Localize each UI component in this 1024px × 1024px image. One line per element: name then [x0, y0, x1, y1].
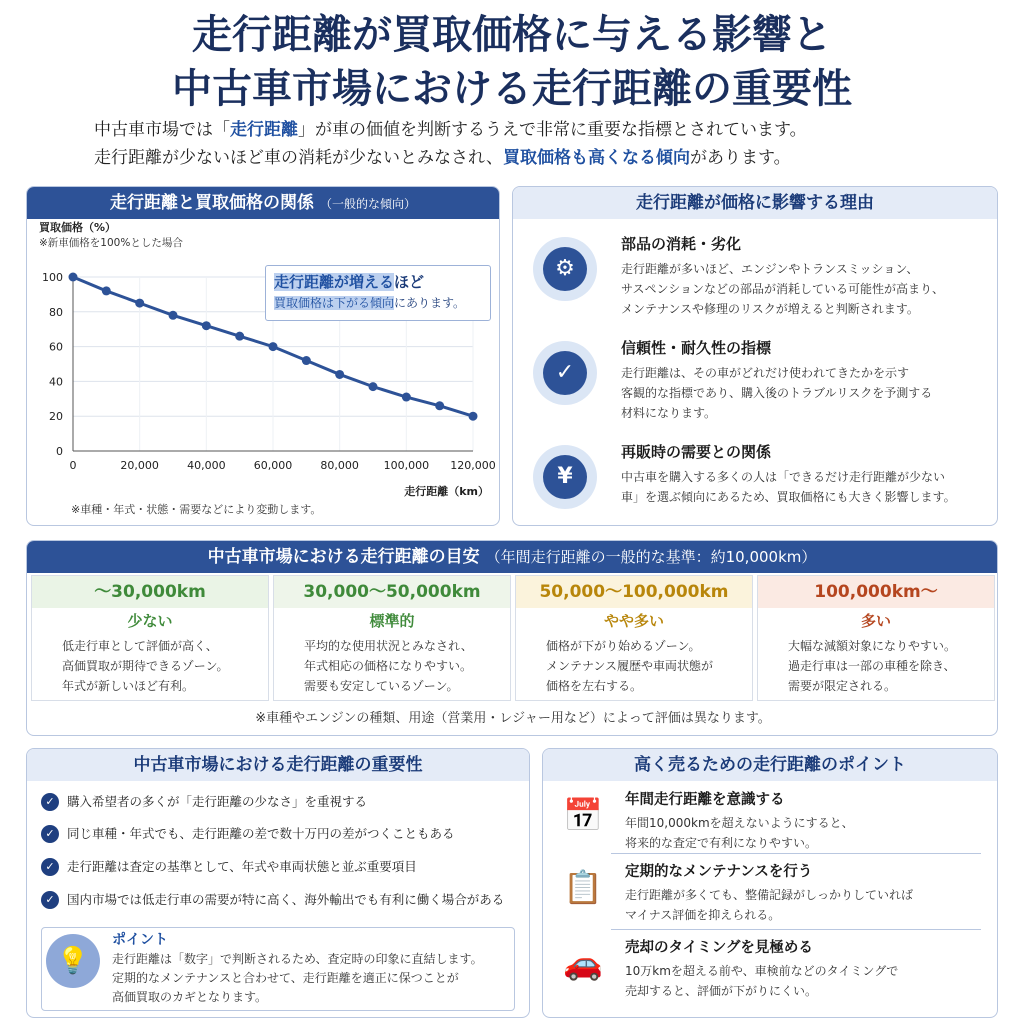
callout-text: にあります。 — [394, 296, 466, 310]
callout-line-1 — [274, 272, 482, 293]
reason-text — [621, 259, 991, 319]
x-tick-label: 120,000 — [450, 459, 496, 472]
intro-highlight: 買取価格も高くなる傾向 — [503, 148, 691, 168]
data-point — [169, 311, 178, 320]
point-line: 走行距離は「数字」で判断されるため、査定時の印象に直結します。 — [112, 952, 483, 966]
data-point — [202, 321, 211, 330]
point-line: 高価買取のカギとなります。 — [112, 990, 268, 1004]
data-point — [269, 342, 278, 351]
x-tick-label: 40,000 — [187, 459, 226, 472]
callout-highlight: 買取価格は下がる傾向 — [274, 296, 395, 310]
reasons-header: 走行距離が価格に影響する理由 — [513, 187, 997, 219]
tip-divider — [611, 929, 981, 930]
zone-line: メンテナンス履歴や車両状態が — [546, 659, 714, 673]
zone-line: 年式が新しいほど有利。 — [62, 679, 195, 693]
callout-line-2 — [274, 293, 482, 313]
importance-text: 同じ車種・年式でも、走行距離の差で数十万円の差がつくこともある — [67, 826, 455, 841]
x-tick-label: 60,000 — [253, 459, 293, 472]
tip-line: 売却すると、評価が下がりにくい。 — [625, 984, 818, 998]
tip-line: マイナス評価を抑えられる。 — [625, 908, 781, 922]
zone-range: 30,000〜50,000km — [274, 576, 510, 608]
importance-item — [41, 789, 521, 815]
shield-icon-glyph: ✓ — [543, 351, 587, 395]
importance-text: 購入希望者の多くが「走行距離の少なさ」を重視する — [67, 794, 368, 809]
zone-line: 価格を左右する。 — [546, 679, 643, 693]
importance-header: 中古車市場における走行距離の重要性 — [27, 749, 529, 781]
intro-text-part: 走行距離が少ないほど車の消耗が少ないとみなされ、 — [94, 148, 504, 168]
reason-line: サスペンションなどの部品が消耗している可能性が高まり、 — [621, 282, 944, 296]
chart-panel-subtitle: （一般的な傾向） — [319, 197, 416, 211]
reason-line: 客観的な指標であり、購入後のトラブルリスクを予測する — [621, 386, 933, 400]
zone-line: 高価買取が期待できるゾーン。 — [62, 659, 229, 673]
zone-text — [516, 634, 752, 696]
x-tick-label: 0 — [69, 459, 77, 472]
importance-text: 国内市場では低走行車の需要が特に高く、海外輸出でも有利に働く場合がある — [67, 892, 505, 907]
zone-line: 年式相応の価格になりやすい。 — [304, 659, 473, 673]
data-point — [402, 393, 411, 402]
zones-note: ※車種やエンジンの種類、用途（営業用・レジャー用など）によって評価は異なります。 — [255, 711, 771, 726]
callout-text: ほど — [394, 273, 425, 291]
x-tick-label: 80,000 — [320, 459, 359, 472]
chart-note: ※車種・年式・状態・需要などにより変動します。 — [71, 503, 322, 516]
check-icon: ✓ — [41, 858, 59, 876]
zone-text — [758, 634, 994, 696]
checklist-icon: 📋 — [563, 868, 603, 906]
y-tick-label: 0 — [56, 445, 63, 458]
zone-line: 大幅な減額対象になりやすい。 — [788, 639, 957, 653]
x-axis-label: 走行距離（km） — [404, 485, 489, 498]
chart-callout — [265, 265, 491, 321]
reason-item — [533, 233, 993, 329]
zone-text — [274, 634, 510, 696]
zone-card — [757, 575, 995, 701]
tip-divider — [611, 853, 981, 854]
tip-title: 売却のタイミングを見極める — [625, 940, 813, 956]
reason-line: 中古車を購入する多くの人は「できるだけ走行距離が少ない — [621, 470, 946, 484]
tip-item — [557, 861, 987, 933]
check-icon: ✓ — [41, 891, 59, 909]
data-point — [235, 332, 244, 341]
data-point — [135, 299, 144, 308]
tip-line: 年間10,000kmを超えないようにすると、 — [625, 816, 854, 830]
point-text — [112, 950, 512, 1007]
intro-line-1 — [94, 116, 954, 144]
y-axis-note: ※新車価格を100%とした場合 — [39, 237, 183, 249]
point-box — [41, 927, 515, 1011]
data-point — [369, 382, 378, 391]
gear-icon — [533, 237, 597, 301]
zone-line: 平均的な使用状況とみなされ、 — [304, 639, 473, 653]
x-tick-label: 20,000 — [120, 459, 159, 472]
chart-panel — [26, 186, 500, 526]
data-point — [469, 412, 478, 421]
reasons-panel — [512, 186, 998, 526]
zone-range: 50,000〜100,000km — [516, 576, 752, 608]
intro-text-part: 中古車市場では「 — [94, 120, 230, 140]
reason-line: 材料になります。 — [621, 406, 717, 420]
reason-title: 再販時の需要との関係 — [621, 443, 772, 461]
data-point — [69, 273, 78, 282]
zone-range: 〜30,000km — [32, 576, 268, 608]
tip-line: 10万kmを超える前や、車検前などのタイミングで — [625, 964, 899, 978]
data-point — [102, 286, 111, 295]
y-tick-label: 20 — [49, 410, 63, 424]
yen-icon — [533, 445, 597, 509]
zone-line: 低走行車として評価が高く、 — [62, 639, 218, 653]
calendar-icon: 📅 — [563, 796, 603, 834]
zone-line: 需要も安定しているゾーン。 — [304, 679, 459, 693]
intro-text — [94, 116, 954, 172]
reason-line: 車」を選ぶ傾向にあるため、買取価格にも大きく影響します。 — [621, 490, 956, 504]
zone-line: 過走行車は一部の車種を除き、 — [788, 659, 956, 673]
gear-icon-glyph: ⚙ — [543, 247, 587, 291]
check-icon: ✓ — [41, 793, 59, 811]
tip-text — [625, 813, 985, 853]
importance-item — [41, 821, 521, 847]
zones-header — [27, 541, 997, 573]
intro-highlight: 走行距離 — [230, 120, 298, 140]
reason-item — [533, 441, 993, 526]
y-tick-label: 60 — [49, 340, 63, 354]
point-title: ポイント — [112, 932, 168, 948]
zones-subtitle: （年間走行距離の一般的な基準：約10,000km） — [485, 548, 817, 566]
tips-panel — [542, 748, 998, 1018]
tip-line: 走行距離が多くても、整備記録がしっかりしていれば — [625, 888, 914, 902]
zone-level: 少ない — [127, 612, 173, 630]
data-point — [435, 401, 444, 410]
reason-line: 走行距離は、その車がどれだけ使われてきたかを示す — [621, 366, 910, 380]
tip-text — [625, 961, 985, 1001]
importance-panel — [26, 748, 530, 1018]
data-point — [335, 370, 344, 379]
point-line: 定期的なメンテナンスと合わせて、走行距離を適正に保つことが — [112, 971, 459, 985]
intro-line-2 — [94, 144, 954, 172]
chart-panel-header — [27, 187, 499, 219]
zones-title: 中古車市場における走行距離の目安 — [207, 547, 480, 567]
tip-title: 年間走行距離を意識する — [625, 792, 785, 808]
shield-icon — [533, 341, 597, 405]
reason-text — [621, 363, 991, 423]
yen-icon-glyph: ¥ — [543, 455, 587, 499]
x-tick-label: 100,000 — [383, 459, 430, 472]
reason-text — [621, 467, 991, 507]
zone-line: 価格が下がり始めるゾーン。 — [546, 639, 701, 653]
zone-line: 需要が限定される。 — [788, 679, 897, 693]
reason-line: 走行距離が多いほど、エンジンやトランスミッション、 — [621, 262, 919, 276]
reason-item — [533, 337, 993, 433]
reason-title: 部品の消耗・劣化 — [621, 235, 742, 253]
intro-text-part: 」が車の価値を判断するうえで非常に重要な指標とされています。 — [298, 120, 807, 140]
tip-item — [557, 937, 987, 1009]
tip-title: 定期的なメンテナンスを行う — [625, 864, 813, 880]
y-tick-label: 80 — [49, 305, 63, 319]
tip-line: 将来的な査定で有利になりやすい。 — [625, 836, 818, 850]
title-line-2: 中古車市場における走行距離の重要性 — [172, 66, 852, 112]
data-point — [302, 356, 311, 365]
reason-line: メンテナンスや修理のリスクが増えると判断されます。 — [621, 302, 919, 316]
zone-card — [273, 575, 511, 701]
check-icon: ✓ — [41, 825, 59, 843]
zone-level: やや多い — [603, 612, 664, 630]
y-tick-label: 100 — [42, 271, 63, 284]
reason-title: 信頼性・耐久性の指標 — [621, 339, 772, 357]
lightbulb-icon: 💡 — [46, 934, 100, 988]
zone-text — [32, 634, 268, 696]
title-line-1: 走行距離が買取価格に与える影響と — [192, 12, 832, 58]
zones-panel — [26, 540, 998, 736]
importance-item — [41, 887, 521, 913]
zone-level: 標準的 — [369, 612, 415, 630]
chart-panel-title: 走行距離と買取価格の関係 — [109, 193, 314, 213]
page-title — [0, 8, 1024, 116]
tips-header: 高く売るための走行距離のポイント — [543, 749, 997, 781]
y-axis-label: 買取価格（%） — [39, 221, 117, 234]
zone-range: 100,000km〜 — [758, 576, 994, 608]
tip-text — [625, 885, 985, 925]
zone-card — [515, 575, 753, 701]
zone-level: 多い — [860, 612, 891, 630]
intro-text-part: があります。 — [690, 148, 791, 168]
zone-card — [31, 575, 269, 701]
importance-text: 走行距離は査定の基準として、年式や車両状態と並ぶ重要項目 — [67, 859, 417, 874]
tip-item — [557, 789, 987, 861]
car-icon: 🚗 — [563, 944, 603, 982]
y-tick-label: 40 — [49, 375, 63, 389]
importance-item — [41, 854, 521, 880]
callout-highlight: 走行距離が増える — [274, 273, 395, 291]
